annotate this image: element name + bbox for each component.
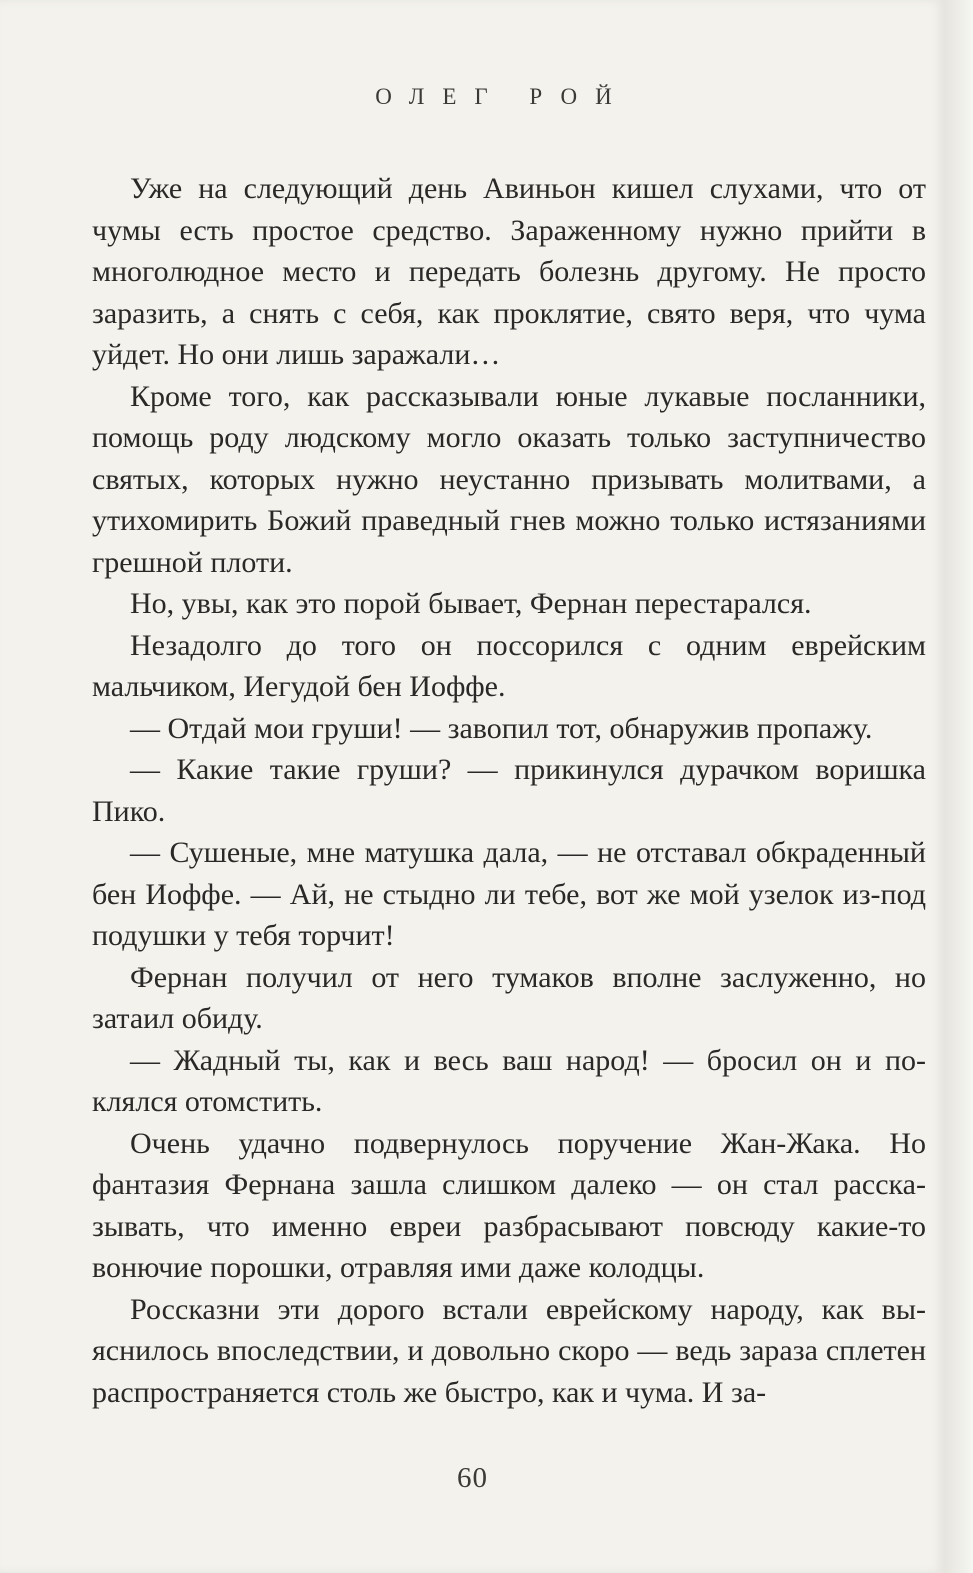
body-text — [92, 168, 926, 1413]
page-edge — [945, 0, 973, 1573]
dialogue-line: — Сушеные, мне матушка дала, — не отставал обкраденный бен Иоффе. — Ай, не стыдно ли тебе, вот же мой узелок из-под подушки у тебя торчит! — [92, 836, 926, 952]
paragraph: Очень удачно подвернулось поручение Жан-Жака. Но фантазия Фернана зашла слишком далеко — он стал рассказывать, что именно евреи разбрасывают повсюду какие-то вонючие порошки, отравляя ими даже колодцы. — [92, 1126, 926, 1284]
paragraph: Уже на следующий день Авиньон кишел слухами, что от чумы есть простое средство. Зараженному нужно прийти в многолюдное место и передать болезнь другому. Не просто заразить, а снять с себя, как проклятие, свято веря, что чума уйдет. Но они лишь заражали… — [92, 172, 926, 371]
paragraph: Кроме того, как рассказывали юные лукавые посланники, помощь роду людскому могло оказать только заступничество святых, которых нужно неустанно призывать молитвами, а утихомирить Божий праведный гнев можно только истязаниями грешной плоти. — [92, 379, 926, 579]
paragraph: Незадолго до того он поссорился с одним еврейским мальчиком, Иегудой бен Иоффе. — [92, 628, 926, 703]
dialogue-line: — Какие такие груши? — прикинулся дурачком воришка Пико. — [92, 753, 926, 828]
running-head: ОЛЕГ РОЙ — [375, 84, 630, 109]
paragraph: Фернан получил от него тумаков вполне заслуженно, но затаил обиду. — [92, 960, 926, 1035]
paragraph: Россказни эти дорого встали еврейскому народу, как выяснилось впоследствии, и довольно скоро — ведь зараза сплетен распространяется столь же быстро, как и чума. И за- — [92, 1292, 926, 1409]
page-number: 60 — [457, 1462, 488, 1494]
dialogue-line: — Отдай мои груши! — завопил тот, обнаружив пропажу. — [130, 711, 873, 745]
paragraph: Но, увы, как это порой бывает, Фернан перестарался. — [130, 587, 812, 620]
dialogue-line: — Жадный ты, как и весь ваш народ! — бросил он и поклялся отомстить. — [92, 1043, 926, 1118]
